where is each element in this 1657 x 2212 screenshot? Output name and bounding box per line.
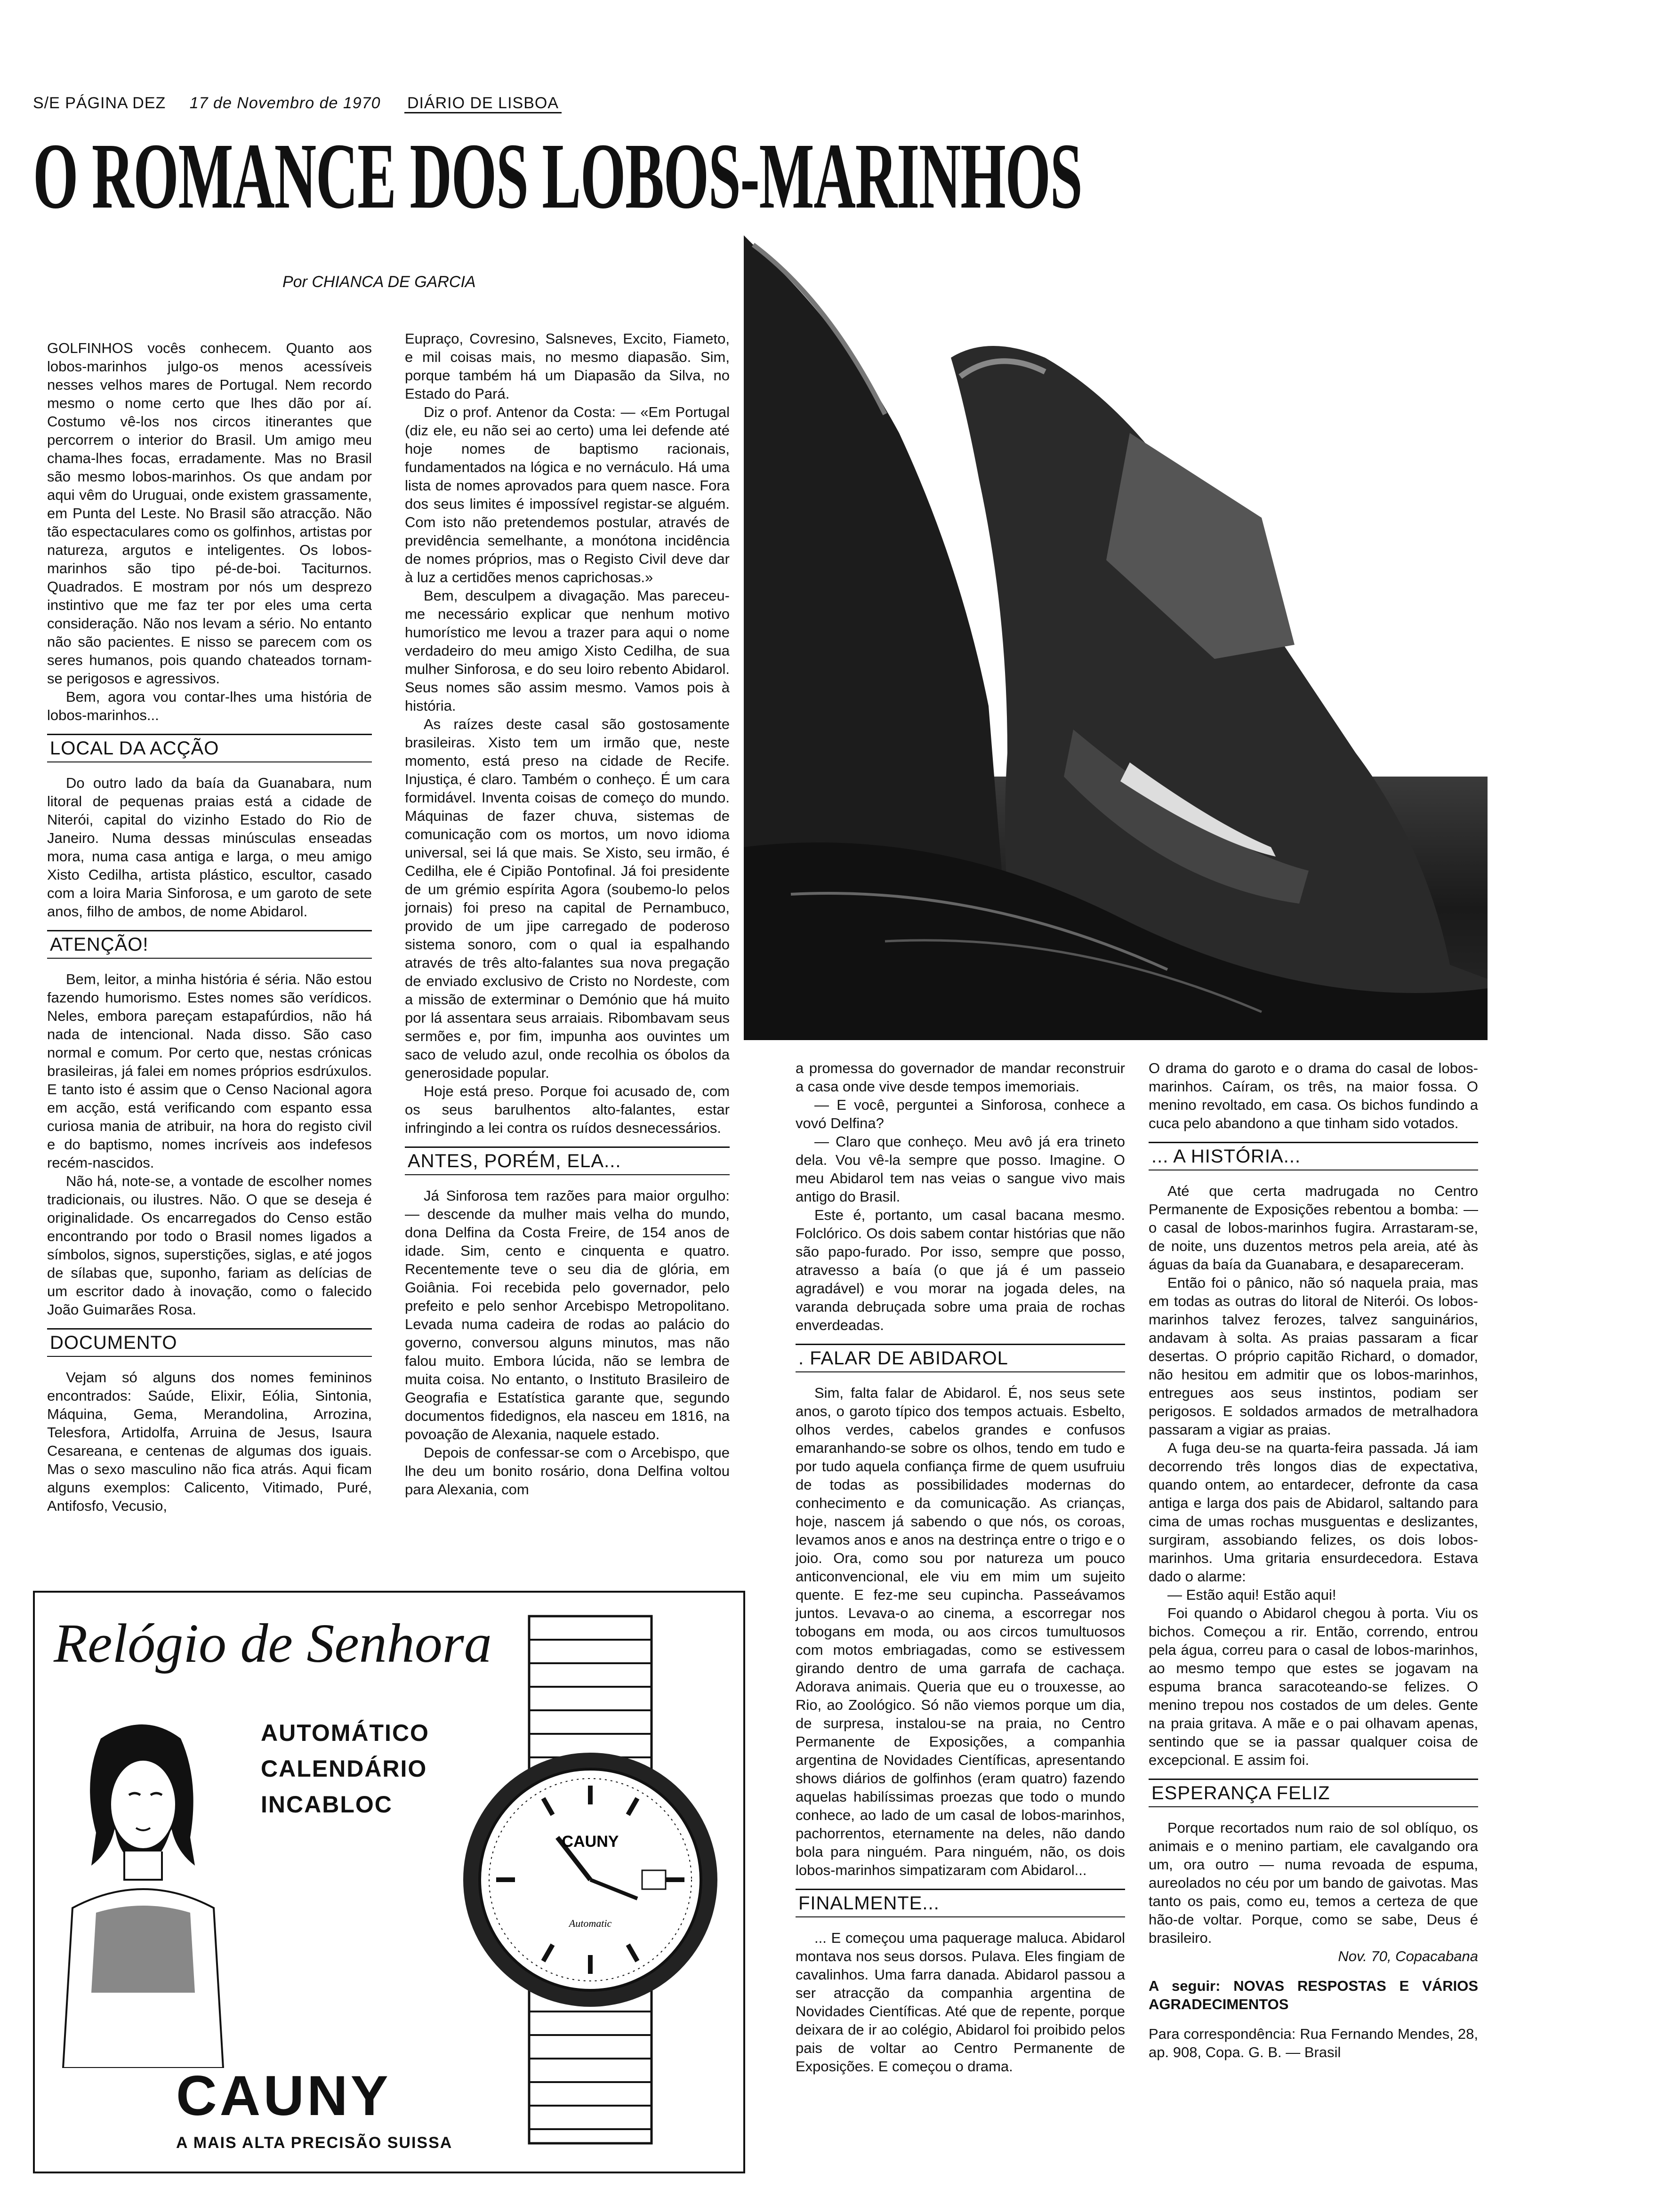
finalmente-paragraph: ... E começou uma paquerage maluca. Abidarol montava nos seus dorsos. Pulava. Eles fingiam de cavalinhos. Uma farra danada. Abidarol passou a ser atracção da companhia argentina de Novidades Científicas. Até que de repente, porque deixara de ir ao colégio, Abidarol foi proibido pelos pais de voltar ao Centro Permanente de Exposições. E começou o drama. bbox=[796, 1930, 1125, 2075]
column-1 bbox=[47, 339, 372, 1515]
historia-paragraph-4: — Estão aqui! Estão aqui! bbox=[1167, 1587, 1336, 1603]
column-4 bbox=[1149, 1059, 1478, 2061]
col2-paragraph-2: Diz o prof. Antenor da Costa: — «Em Portugal (diz ele, eu não sei ao certo) uma lei defende até hoje nomes de baptismo racionais, fundamentados na lógica e no vernáculo. Há uma lista de nomes aprovados para quem nasce. Fora dos seus limites é impossível registar-se alguém. Com isto não pretendemos postular, através de previdência semelhante, a monótona incidência de nomes próprios, mas o Registo Civil deve dar à luz a certidões menos caprichosas.» bbox=[405, 404, 730, 585]
wristwatch-illustration bbox=[449, 1611, 732, 2153]
documento-paragraph: Vejam só alguns dos nomes femininos encontrados: Saúde, Elixir, Eólia, Sintonia, Máquina, Gema, Merandolina, Arrozina, Telesfora, Artidolfa, Arruina de Jesus, Isaura Cesareana, e centenas de algumas dos iguais. Mas o sexo masculino não fica atrás. Aqui ficam alguns exemplos: Calicento, Vitimado, Puré, Antifosfo, Vecusio, bbox=[47, 1369, 372, 1514]
col2-paragraph-1: Eupraço, Covresino, Salsneves, Excito, Fiameto, e mil coisas mais, no mesmo diapasão. Sim, porque também há um Diapasão da Silva, no Estado do Pará. bbox=[405, 330, 730, 402]
antes-paragraph: Já Sinforosa tem razões para maior orgulho: — descende da mulher mais velha do mundo, dona Delfina da Costa Freire, de 154 anos de idade. Sim, cento e cinquenta e quatro. Recentemente teve o seu dia de glória, em Goiânia. Foi recebida pelo governador, pelo prefeito e pelo senhor Arcebispo Metropolitano. Levada numa cadeira de rodas ao palácio do governo, conversou alguns minutos, mas não falou muito. Embora lúcida, não se lembra de muita coisa. No entanto, o Instituto Brasileiro de Geografia e Estatística garante que, segundo documentos fidedignos, ela nasceu em 1816, na povoação de Alexania, naquele estado. bbox=[405, 1187, 730, 1443]
col2-paragraph-3: Bem, desculpem a divagação. Mas pareceu-me necessário explicar que nenhum motivo humorístico me levou a trazer para aqui o nome verdadeiro do meu amigo Xisto Cedilha, de sua mulher Sinforosa, e do seu loiro rebento Abidarol. Seus nomes são assim mesmo. Vamos pois à história. bbox=[405, 587, 730, 714]
subhead-atencao: ATENÇÃO! bbox=[47, 930, 372, 959]
subhead-falar: . FALAR DE ABIDAROL bbox=[796, 1344, 1125, 1372]
col3-paragraph-2: — E você, perguntei a Sinforosa, conhece a vovó Delfina? bbox=[796, 1097, 1125, 1131]
col4-paragraph-1: O drama do garoto e o drama do casal de lobos-marinhos. Caíram, os três, na maior fossa. O menino revoltado, em casa. Os bichos fundindo a cuca pelo abandono a que tinham sido votados. bbox=[1149, 1060, 1478, 1131]
col3-paragraph-3: — Claro que conheço. Meu avô já era trineto dela. Vou vê-la sempre que posso. Imagine. O meu Abidarol tem nas veias o sangue vivo mais antigo do Brasil. bbox=[796, 1133, 1125, 1205]
watch-advertisement bbox=[33, 1591, 745, 2173]
col3-paragraph-4: Este é, portanto, um casal bacana mesmo. Folclórico. Os dois sabem contar histórias que não são papo-furado. Por isso, sempre que posso, atravesso a baía (o que já é um passeio agradável) e vou morar na jogada deles, na varanda debruçada sobre uma praia de rochas enverdeadas. bbox=[796, 1207, 1125, 1333]
column-2 bbox=[405, 329, 730, 1499]
woman-illustration bbox=[44, 1710, 242, 2068]
watch-dial-subtitle: Automatic bbox=[569, 1917, 612, 1929]
column-3 bbox=[796, 1059, 1125, 2076]
byline: Por CHIANCA DE GARCIA bbox=[282, 273, 476, 291]
intro-paragraph-2: Bem, agora vou contar-lhes uma história de lobos-marinhos... bbox=[47, 689, 372, 723]
col3-paragraph-1: a promessa do governador de mandar reconstruir a casa onde vive desde tempos imemoriais. bbox=[796, 1060, 1125, 1095]
subhead-documento: DOCUMENTO bbox=[47, 1328, 372, 1357]
historia-paragraph-5: Foi quando o Abidarol chegou à porta. Viu os bichos. Começou a rir. Então, correndo, entrou pela água, correu para o casal de lobos-marinhos, ao mesmo tempo que estes se jogavam na espuma branca saracoteando-se felizes. O menino trepou nos costados de um deles. Gente na praia gritava. A mãe e o pai olhavam apenas, sentindo que se ia passar qualquer coisa de excepcional. E assim foi. bbox=[1149, 1605, 1478, 1768]
ad-spec-incabloc: INCABLOC bbox=[261, 1791, 393, 1818]
local-paragraph: Do outro lado da baía da Guanabara, num litoral de pequenas praias está a cidade de Niterói, capital do vizinho Estado do Rio de Janeiro. Numa dessas minúsculas enseadas mora, numa casa antiga e larga, o meu amigo Xisto Cedilha, artista plástico, escultor, casado com a loira Maria Sinforosa, e um garoto de sete anos, filho de ambos, de nome Abidarol. bbox=[47, 775, 372, 920]
subhead-esperanca: ESPERANÇA FELIZ bbox=[1149, 1779, 1478, 1807]
esperanca-paragraph: Porque recortados num raio de sol oblíquo, os animais e o menino partiam, ele cavalgando ora um, ora outro — numa revoada de espuma, aureolados no céu por um bando de gaivotas. Mas tanto os pais, como eu, temos a certeza de que hão-de voltar. Porque, como se sabe, Deus é brasileiro. bbox=[1149, 1819, 1478, 1946]
section-label: S/E PÁGINA DEZ bbox=[33, 94, 166, 112]
ad-spec-calendar: CALENDÁRIO bbox=[261, 1755, 427, 1782]
correspondence-address: Para correspondência: Rua Fernando Mendes, 28, ap. 908, Copa. G. B. — Brasil bbox=[1149, 2026, 1478, 2060]
ad-specs bbox=[261, 1715, 429, 1822]
historia-paragraph-1: Até que certa madrugada no Centro Permanente de Exposições rebentou a bomba: — o casal de lobos-marinhos fugira. Arrastaram-se, de noite, uns duzentos metros pela areia, até às águas da baía da Guanabara, e desapareceram. bbox=[1149, 1183, 1478, 1273]
subhead-local: LOCAL DA ACÇÃO bbox=[47, 734, 372, 762]
ad-spec-automatic: AUTOMÁTICO bbox=[261, 1720, 429, 1746]
sea-lions-photo bbox=[744, 235, 1488, 1040]
col2-paragraph-5: Hoje está preso. Porque foi acusado de, com os seus barulhentos alto-falantes, estar infringindo a lei contra os ruídos desnecessários. bbox=[405, 1083, 730, 1136]
atencao-paragraph-1: Bem, leitor, a minha história é séria. Não estou fazendo humorismo. Estes nomes são verídicos. Neles, embora pareçam estapafúrdios, não há nada de intencional. Nada disso. São caso normal e comum. Por certo que, nestas crónicas brasileiras, já falei em nomes próprios esdrúxulos. E tanto isto é assim que o Censo Nacional agora em acção, está verificando com espanto essa curiosa mania de atribuir, na hora do registo civil e do baptismo, nomes incríveis aos indefesos recém-nascidos. bbox=[47, 971, 372, 1171]
page-header bbox=[33, 94, 580, 112]
falar-paragraph: Sim, falta falar de Abidarol. É, nos seus sete anos, o garoto típico dos tempos actuais. Esbelto, olhos verdes, cabelos grandes e confusos emaranhando-se sobre os olhos, tendo em tudo e por tudo aquela confiança firme de quem usufruiu de todas as possibilidades modernas do conhecimento e da comunicação. As crianças, hoje, nascem já sabendo o que nós, os coroas, levamos anos e anos na destrinça entre o trigo e o joio. Ora, como sou por natureza um pouco anticonvencional, ele viu em mim um sujeito quente. E fez-me seu cupincha. Passeávamos juntos. Levava-o ao cinema, a escorregar nos tobogans em moda, ou aos circos tumultuosos com motos embriagadas, como se estivessem girando dentro de uma garrafa de cachaça. Adorava animais. Queria que eu o trouxesse, ao Rio, ao Zoológico. Só não viemos porque um dia, de surpresa, instalou-se na praia, no Centro Permanente de Exposições, a companhia argentina de Novidades Científicas, apresentando shows diários de golfinhos (eram quatro) fazendo aquelas habilíssimas proezas que todo o mundo conhece, ao lado de um casal de lobos-marinhos, pachorrentos, eternamente na deles, não dando bola para ninguém. Para ninguém, não, os dois lobos-marinhos simpatizaram com Abidarol... bbox=[796, 1385, 1125, 1878]
historia-paragraph-2: Então foi o pânico, não só naquela praia, mas em todas as outras do litoral de Niterói. Os lobos-marinhos talvez ferozes, talvez sanguinários, andavam à solta. As praias passaram a ficar desertas. O próprio capitão Richard, o domador, não hesitou em admitir que os lobos-marinhos, entregues aos seus instintos, podiam ser perigosos. E soldados armados de metralhadora passaram a vigiar as praias. bbox=[1149, 1274, 1478, 1438]
headline: O ROMANCE DOS LOBOS-MARINHOS bbox=[33, 124, 1082, 228]
antes-paragraph-2: Depois de confessar-se com o Arcebispo, que lhe deu um bonito rosário, dona Delfina voltou para Alexania, com bbox=[405, 1444, 730, 1498]
signature-line: Nov. 70, Copacabana bbox=[1338, 1948, 1478, 1964]
subhead-historia: ... A HISTÓRIA... bbox=[1149, 1142, 1478, 1170]
ad-tagline: A MAIS ALTA PRECISÃO SUISSA bbox=[176, 2134, 453, 2152]
watch-dial-brand: CAUNY bbox=[562, 1833, 619, 1851]
next-installment: A seguir: NOVAS RESPOSTAS E VÁRIOS AGRADECIMENTOS bbox=[1149, 1978, 1478, 2012]
ad-script-title: Relógio de Senhora bbox=[54, 1612, 492, 1674]
issue-date: 17 de Novembro de 1970 bbox=[189, 94, 381, 112]
historia-paragraph-3: A fuga deu-se na quarta-feira passada. Já iam decorrendo três longos dias de expectativa, quando ontem, ao entardecer, defronte da casa antiga e larga dos pais de Abidarol, saltando para cima de umas rochas musguentas e deslizantes, surgiram, assobiando felizes, os dois lobos-marinhos. Uma gritaria ensurdecedora. Estava dado o alarme: bbox=[1149, 1440, 1478, 1585]
atencao-paragraph-2: Não há, note-se, a vontade de escolher nomes tradicionais, ou ilustres. Não. O que se deseja é originalidade. Os encarregados do Censo estão encontrando por todo o Brasil nomes ligados a símbolos, signos, superstições, siglas, e até jogos de sílabas que, suponho, fariam as delícias de um escritor dado à inovação, como o falecido João Guimarães Rosa. bbox=[47, 1173, 372, 1318]
ad-brand: CAUNY bbox=[176, 2064, 391, 2127]
subhead-antes: ANTES, PORÉM, ELA... bbox=[405, 1146, 730, 1175]
newspaper-name: DIÁRIO DE LISBOA bbox=[404, 94, 562, 113]
col2-paragraph-4: As raízes deste casal são gostosamente brasileiras. Xisto tem um irmão que, neste momento, está preso na cidade de Recife. Injustiça, é claro. Também o conheço. É um cara formidável. Inventa coisas de começo do mundo. Máquinas de fazer chuva, sistemas de comunicação com os mortos, um novo idioma universal, sei lá que mais. Se Xisto, seu irmão, é Cedilha, ele é Cipião Pontofinal. Já foi presidente de um grémio espírita Agora (soubemo-lo pelos jornais) foi preso na capital de Pernambuco, provido de um jipe carregado de poderoso sistema sonoro, com o qual ia espalhando através de três alto-falantes sua nova pregação de enviado exclusivo de Cristo no Nordeste, com a missão de exterminar o Demónio que há muito por lá assentara seus arraiais. Ribombavam seus sermões e, por fim, impunha aos ouvintes um saco de veludo azul, onde recolhia os óbolos da generosidade popular. bbox=[405, 716, 730, 1081]
intro-paragraph: GOLFINHOS vocês conhecem. Quanto aos lobos-marinhos julgo-os menos acessíveis nesses velhos mares de Portugal. Nem recordo mesmo o nome certo que lhes dão por aí. Costumo vê-los nos circos itinerantes que percorrem o interior do Brasil. Um amigo meu chama-lhes focas, erradamente. Mas no Brasil são mesmo lobos-marinhos. Os que andam por aqui vêm do Uruguai, onde existem grassamente, em Punta del Leste. No Brasil são atracção. Não tão espectaculares como os golfinhos, artistas por natureza, argutos e inteligentes. Os lobos-marinhos são tipo pé-de-boi. Taciturnos. Quadrados. E mostram por nós um desprezo instintivo que me faz ter por eles uma certa consideração. Não nos levam a sério. No entanto não são pacientes. E nisso se parecem com os seres humanos, pois quando chateados tornam-se perigosos e agressivos. bbox=[47, 340, 372, 687]
subhead-finalmente: FINALMENTE... bbox=[796, 1889, 1125, 1917]
